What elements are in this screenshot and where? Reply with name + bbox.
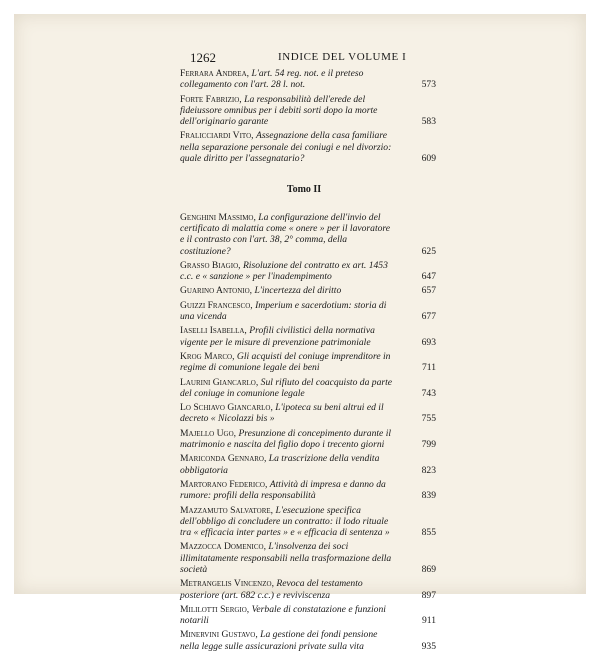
entry-title: Verbale di constatazione e funzioni notarili [180,603,386,627]
index-entry [180,629,436,652]
page-ref: 935 [421,640,436,652]
index-entry [180,299,436,323]
index-entry [180,93,436,128]
index-entry [180,325,436,348]
index-entry [180,211,436,257]
entry-title: Sul rifiuto del coacquisto da parte del coniuge in comunione legale [180,376,393,399]
page-number: 1262 [190,50,216,65]
entry-title: La gestione dei fondi pensione nella legge sulle assicurazioni private sulla vita [180,629,378,652]
author-name: Laurini Giancarlo, [180,376,259,388]
page-ref: 573 [421,79,436,91]
author-name: Iaselli Isabella, [180,325,247,337]
page-ref: 911 [421,615,436,627]
index-entry [180,478,436,502]
page-ref: 869 [421,563,436,575]
author-name: Grasso Biagio, [180,259,241,271]
author-name: Mazzocca Domenico, [180,541,266,553]
index-entry [180,130,436,165]
index-entry [180,541,436,575]
page-ref: 657 [421,285,436,297]
page-ref: 693 [421,336,436,348]
author-name: Mazzamuto Salvatore, [180,504,274,516]
author-name: Metrangelis Vincenzo, [180,578,274,590]
page-ref: 839 [421,490,436,502]
index-entry [180,68,436,91]
page-ref: 625 [421,245,436,257]
author-name: Mililotti Sergio, [180,603,250,615]
page-ref: 743 [421,387,436,399]
author-name: Martorano Federico, [180,478,268,490]
page-ref: 855 [421,527,436,539]
page-ref: 583 [421,116,436,128]
entry-title: L'esecuzione specifica dell'obbligo di concludere un contratto: il lodo rituale tra « efficacia inter partes » e « efficacia di sentenza » [180,504,390,539]
page-ref: 755 [421,413,436,425]
entry-title: L'art. 54 reg. not. e il preteso collegamento con l'art. 28 l. not. [180,68,364,91]
index-entry [180,285,436,297]
entry-title: Imperium e sacerdotium: storia di una vicenda [180,299,387,323]
author-name: Forte Fabrizio, [180,93,242,105]
index-entry [180,350,436,374]
page-ref: 897 [421,589,436,601]
section-title: Tomo II [286,184,322,196]
index-entry [180,427,436,451]
entry-title: La trascrizione della vendita obbligatoria [180,453,380,476]
author-name: Guarino Antonio, [180,285,253,297]
page-ref: 823 [421,464,436,476]
page-ref: 799 [421,439,436,451]
index-entry [180,402,436,425]
page-ref: 677 [421,311,436,323]
entry-title: Gli acquisti del coniuge imprenditore in regime di comunione legale dei beni [180,350,391,374]
author-name: Majello Ugo, [180,427,237,439]
author-name: Fralicciardi Vito, [180,130,254,142]
author-name: Minervini Gustavo, [180,629,258,641]
entry-title: Assegnazione della casa familiare nella separazione personale dei coniugi e nel divorzio: quale diritto per l'assegnatario? [180,130,392,165]
entry-title: La configurazione dell'invio del certificato di malattia come « onere » per il lavoratore e il contrasto con l'art. 38, 2° comma, della costituzione? [180,211,391,257]
index-entry [180,504,436,539]
index-entry [180,578,436,601]
entry-title: Attività di impresa e danno da rumore: profili della responsabilità [180,478,386,502]
entry-title: Revoca del testamento posteriore (art. 682 c.c.) e reviviscenza [180,578,363,601]
author-name: Ferrara Andrea, [180,68,250,79]
index-list [180,68,436,655]
entry-title: Presunzione di concepimento durante il matrimonio e nascita del figlio dopo i trecento giorni [180,427,392,451]
index-entry [180,453,436,476]
entry-title: La responsabilità dell'erede del fideiussore omnibus per i debiti sorti dopo la morte dell'originario garante [180,93,378,128]
page-ref: 711 [421,362,436,374]
running-title: INDICE DEL VOLUME I [278,51,407,63]
index-entry [180,603,436,627]
author-name: Mariconda Gennaro, [180,453,267,465]
author-name: Guizzi Francesco, [180,299,253,311]
entry-title: Risoluzione del contratto ex art. 1453 c.c. e « sanzione » per l'inadempimento [180,259,388,283]
entry-title: L'insolvenza dei soci illimitatamente responsabili nella trasformazione della società [180,541,392,575]
author-name: Genghini Massimo, [180,211,256,223]
author-name: Krog Marco, [180,350,235,362]
entry-title: L'ipoteca su beni altrui ed il decreto « Nicolazzi bis » [180,402,384,425]
entry-title: L'incertezza del diritto [254,285,342,297]
page-ref: 609 [421,153,436,165]
index-entry [180,259,436,283]
page-ref: 647 [421,271,436,283]
author-name: Lo Schiavo Giancarlo, [180,402,273,414]
entry-title: Profili civilistici della normativa vigente per le misure di prevenzione patrimoniale [180,325,375,348]
index-entry [180,376,436,400]
